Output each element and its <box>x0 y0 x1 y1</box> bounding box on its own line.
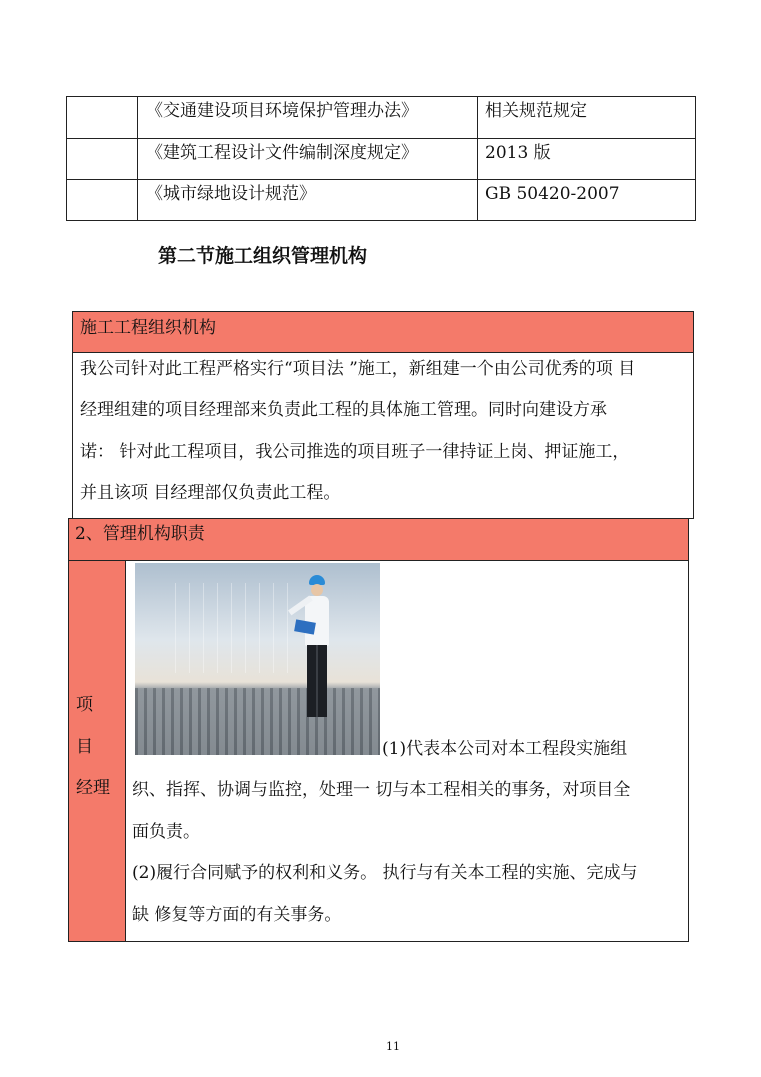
table-cell <box>66 179 138 221</box>
standard-ref: GB 50420-2007 <box>485 184 620 204</box>
duty-text-line: 缺 修复等方面的有关事务。 <box>132 905 342 925</box>
sketch-lines <box>175 583 295 673</box>
standard-ref: 2013 版 <box>485 143 551 163</box>
page-number: 11 <box>386 1040 400 1053</box>
duties-box-title: 2、管理机构职责 <box>75 524 205 544</box>
role-label: 目 <box>76 737 93 757</box>
table-cell <box>66 96 138 139</box>
project-manager-photo <box>135 563 380 755</box>
org-text-line: 我公司针对此工程严格实行“项目法 ”施工，新组建一个由公司优秀的项 目 <box>80 359 636 379</box>
standard-name: 《城市绿地设计规范》 <box>146 184 316 204</box>
person-legs <box>307 645 327 717</box>
org-text-line: 诺： 针对此工程项目，我公司推选的项目班子一律持证上岗、押证施工， <box>80 442 630 462</box>
duty-text-line: (1)代表本公司对本工程段实施组 <box>382 739 628 759</box>
standard-name: 《建筑工程设计文件编制深度规定》 <box>146 143 418 163</box>
standard-name: 《交通建设项目环境保护管理办法》 <box>146 101 418 121</box>
role-label: 经理 <box>76 778 110 798</box>
section-title: 第二节施工组织管理机构 <box>158 245 368 267</box>
org-box-title: 施工工程组织机构 <box>80 318 216 338</box>
table-cell <box>66 138 138 180</box>
duty-text-line: 面负责。 <box>132 822 200 842</box>
floor-decoration <box>135 688 380 755</box>
person-head <box>311 584 323 596</box>
org-text-line: 并且该项 目经理部仅负责此工程。 <box>80 483 341 503</box>
standard-ref: 相关规范规定 <box>485 101 587 121</box>
duty-text-line: 织、指挥、协调与监控，处理一 切与本工程相关的事务，对项目全 <box>132 780 631 800</box>
role-label: 项 <box>76 695 93 715</box>
org-text-line: 经理组建的项目经理部来负责此工程的具体施工管理。同时向建设方承 <box>80 400 607 420</box>
clipboard-icon <box>294 619 316 634</box>
duty-text-line: (2)履行合同赋予的权利和义务。 执行与有关本工程的实施、完成与 <box>132 863 638 883</box>
